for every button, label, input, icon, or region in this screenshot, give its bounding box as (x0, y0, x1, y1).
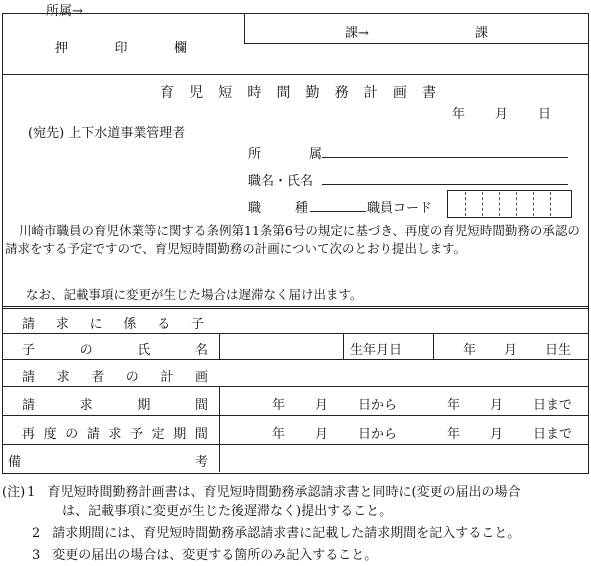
child-name-label: 子 の 氏 名 (22, 343, 208, 358)
job-type-input-line[interactable] (310, 211, 366, 212)
affiliation-label: 所 属 (248, 147, 322, 162)
note-text: 請求期間には、育児短時間勤務承認請求書に記載した請求期間を記入すること。 (52, 526, 521, 541)
stamp-field-label: 押 印 欄 (55, 41, 187, 56)
body-paragraph: 川崎市職員の育児休業等に関する条例第11条第6号の規定に基づき、再度の育児短時間勤務の承認の請求をする予定ですので、育児短時間勤務の計画について次のとおり提出します。 (5, 223, 580, 256)
table-row-line (2, 386, 588, 387)
note-3 (32, 547, 377, 565)
section-suffix-label: 課 (475, 26, 489, 41)
staff-code-divider (482, 192, 483, 216)
note-text: 育児短時間勤務計画書は、育児短時間勤務承認請求書と同時に(変更の届出の場合 (47, 485, 521, 500)
name-label: 職名・氏名 (248, 174, 314, 189)
note-2 (32, 525, 520, 543)
table-row-line (2, 444, 588, 445)
re-request-period-label: 再 度 の 請 求 予 定 期 間 (22, 427, 208, 442)
child-section-label: 請 求 に 係 る 子 (22, 317, 204, 332)
form-title: 育 児 短 時 間 勤 務 計 画 書 (160, 85, 436, 101)
staff-code-divider (465, 192, 466, 216)
request-period-from[interactable]: 年 月 日から (272, 398, 398, 413)
table-row-line (2, 359, 588, 360)
affiliation-input-line[interactable] (322, 157, 568, 158)
plan-section-label: 請 求 者 の 計 画 (22, 370, 208, 385)
section-step-line (244, 43, 588, 44)
staff-code-label: 職員コード (367, 201, 433, 216)
staff-code-divider (499, 192, 500, 216)
table-row-line (2, 333, 588, 334)
stamp-column-divider (244, 13, 245, 43)
note-1 (2, 484, 521, 502)
staff-code-divider (550, 192, 551, 216)
name-input-line[interactable] (322, 184, 568, 185)
note-number: 2 (32, 526, 41, 541)
re-request-period-to[interactable]: 年 月 日まで (447, 427, 573, 442)
table-row-line (2, 415, 588, 416)
note-number: 3 (32, 548, 41, 563)
birthdate-label: 生年月日 (350, 343, 403, 358)
note-1-continuation: は、記載事項に変更が生じた後遅滞なく)提出すること。 (62, 504, 393, 519)
addressee: (宛先) 上下水道事業管理者 (28, 126, 186, 141)
section-arrow-label: 課→ (345, 26, 369, 41)
change-notice: なお、記載事項に変更が生じた場合は遅滞なく届け出ます。 (26, 287, 363, 302)
table-col-divider (343, 333, 344, 359)
note-number: 1 (27, 485, 36, 500)
staff-code-divider (533, 192, 534, 216)
header-bottom-line (2, 74, 588, 75)
note-text: 変更の届出の場合は、変更する箇所のみ記入すること。 (52, 548, 378, 563)
job-type-label: 職 種 (248, 201, 308, 216)
note-prefix: (注) (2, 485, 26, 500)
staff-code-divider (516, 192, 517, 216)
remarks-label: 備 考 (8, 455, 208, 470)
table-col-divider (219, 333, 220, 359)
request-period-label: 請 求 期 間 (22, 398, 208, 413)
affiliation-arrow-label: 所属→ (46, 4, 83, 19)
submission-date: 年 月 日 (452, 107, 552, 122)
re-request-period-from[interactable]: 年 月 日から (272, 427, 398, 442)
birthdate-field[interactable]: 年 月 日生 (463, 343, 572, 358)
table-col-divider (219, 386, 220, 472)
table-col-divider (433, 333, 434, 359)
child-name-field[interactable] (222, 336, 340, 356)
request-period-to[interactable]: 年 月 日まで (447, 398, 573, 413)
remarks-field[interactable] (222, 447, 584, 469)
